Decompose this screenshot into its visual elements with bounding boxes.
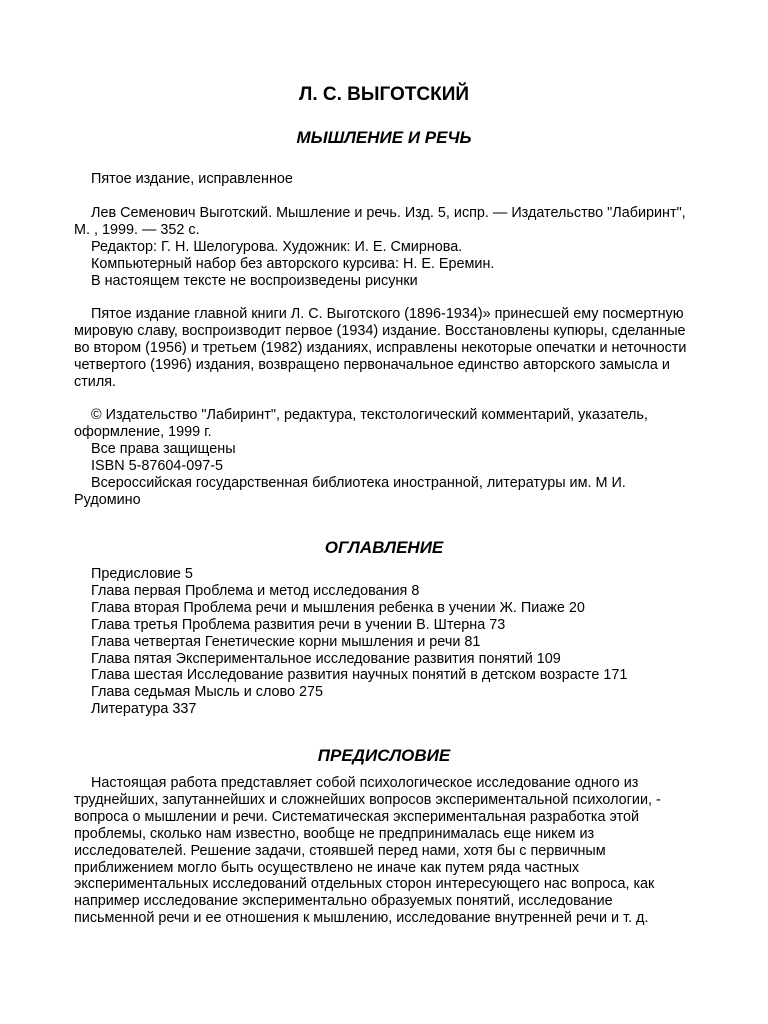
toc-item: Предисловие 5: [91, 566, 193, 582]
toc-item: Глава третья Проблема развития речи в учении В. Штерна 73: [91, 616, 506, 633]
toc-item: Глава пятая Экспериментальное исследование развития понятий 109: [91, 650, 561, 667]
copyright-line: © Издательство "Лабиринт", редактура, текстологический комментарий, указатель, оформление, 1999 г.: [74, 407, 648, 440]
toc-item: Глава шестая Исследование развития научных понятий в детском возрасте 171: [91, 667, 628, 684]
library-line: Всероссийская государственная библиотека иностранной, литературы им. М И. Рудомино: [74, 474, 626, 508]
editor-line: Редактор: Г. Н. Шелогурова. Художник: И. Е. Смирнова.: [91, 238, 463, 255]
figures-note-line: В настоящем тексте не воспроизведены рисунки: [91, 272, 418, 289]
typesetting-line: Компьютерный набор без авторского курсива: Н. Е. Еремин.: [91, 255, 495, 272]
toc-item: Глава первая Проблема и метод исследования 8: [91, 582, 420, 599]
rights-reserved-line: Все права защищены: [91, 440, 236, 457]
annotation-block: [74, 306, 694, 391]
annotation-paragraph: Пятое издание главной книги Л. С. Выготского (1896-1934)» принесшей ему посмертную мировую славу, воспроизводит первое (1934) издание. Восстановлены купюры, сделанные во втором (1956) и третьем (1982) изданиях, исправлены некоторые опечатки и неточности четвертого (1996) издания, возвращено первоначальное единство авторского замысла и стиля.: [74, 306, 687, 390]
toc-item: Глава четвертая Генетические корни мышления и речи 81: [91, 633, 481, 650]
toc-item: Глава седьмая Мысль и слово 275: [91, 684, 324, 701]
edition-note: Пятое издание, исправленное: [91, 171, 293, 187]
toc-list: [74, 566, 694, 718]
preface-heading: ПРЕДИСЛОВИЕ: [317, 746, 451, 765]
preface-paragraph: Настоящая работа представляет собой психологическое исследование одного из труднейших, запутаннейших и сложнейших вопросов экспериментальной психологии, - вопроса о мышлении и речи. Систематическая экспериментальная разработка этой проблемы, сколько нам известно, вообще не предпринималась еще никем из исследователей. Решение задачи, стоявшей перед нами, хотя бы с первичным приближением могло быть осуществлено не иначе как путем ряда частных экспериментальных исследований отдельных сторон интересующего нас вопроса, как например исследование экспериментально образуемых понятий, исследование письменной речи и ее отношения к мышлению, исследование внутренней речи и т. д.: [74, 775, 661, 927]
book-title: МЫШЛЕНИЕ И РЕЧЬ: [296, 128, 472, 147]
author-heading: Л. С. ВЫГОТСКИЙ: [298, 84, 470, 105]
bibliographic-block: [74, 205, 694, 290]
bibliographic-line: Лев Семенович Выготский. Мышление и речь. Изд. 5, испр. — Издательство "Лабиринт", М. , 1999. — 352 с.: [74, 205, 686, 238]
preface-block: [74, 775, 694, 927]
isbn-line: ISBN 5-87604-097-5: [91, 457, 223, 474]
edition-note-block: [74, 171, 694, 188]
rights-block: [74, 407, 694, 508]
toc-item: Литература 337: [91, 701, 197, 718]
toc-heading: ОГЛАВЛЕНИЕ: [324, 538, 444, 557]
toc-item: Глава вторая Проблема речи и мышления ребенка в учении Ж. Пиаже 20: [91, 599, 585, 616]
